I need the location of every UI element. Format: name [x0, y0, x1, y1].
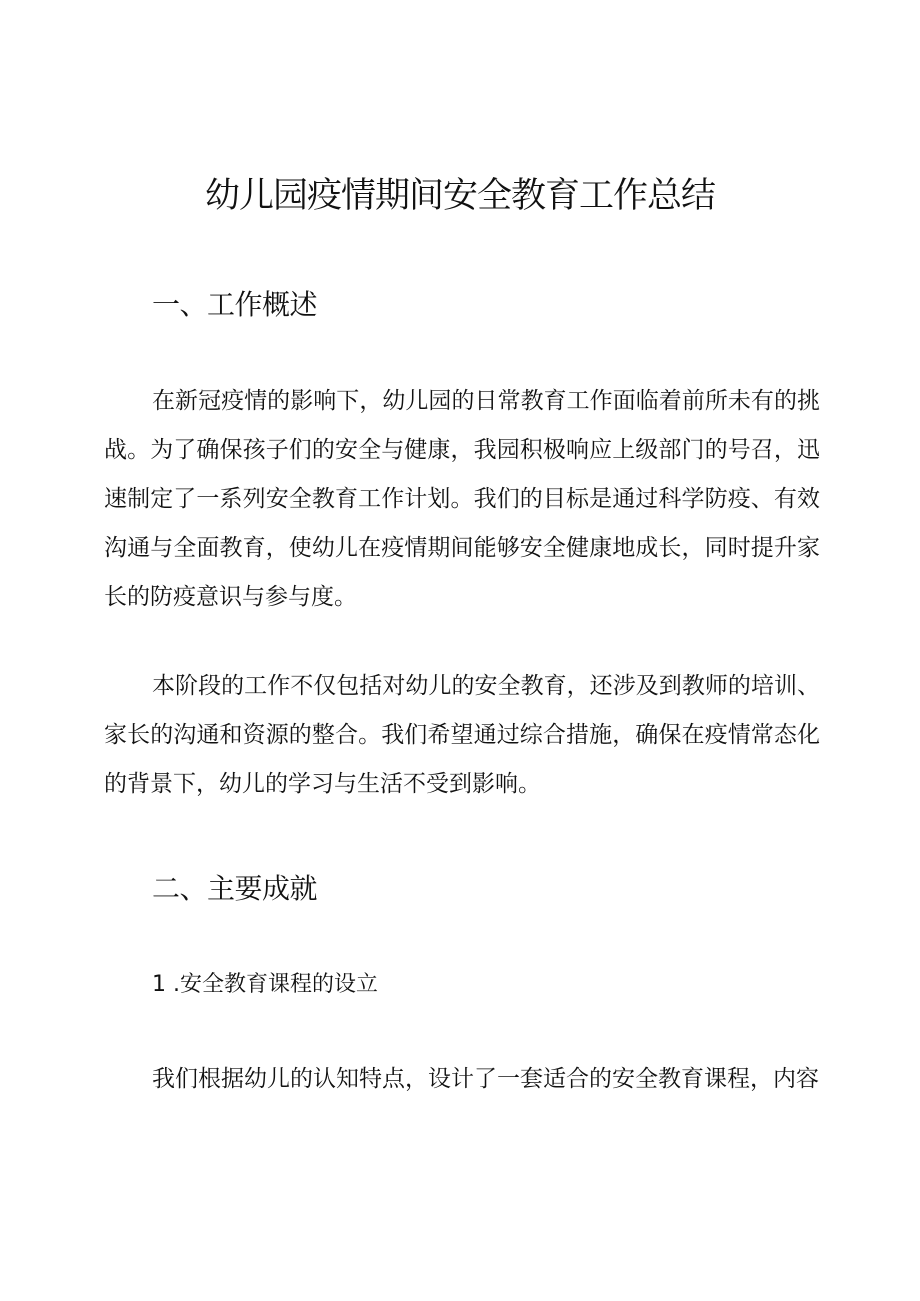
paragraph-safety-curriculum-1: 我们根据幼儿的认知特点，设计了一套适合的安全教育课程，内容: [152, 1066, 819, 1092]
paragraph-overview-1: 在新冠疫情的影响下，幼儿园的日常教育工作面临着前所未有的挑战。为了确保孩子们的安全与健康，我园积极响应上级部门的号召，迅速制定了一系列安全教育工作计划。我们的目标是通过科学防疫、有效沟通与全面教育，使幼儿在疫情期间能够安全健康地成长，同时提升家长的防疫意识与参与度。: [104, 388, 820, 610]
paragraph-overview-2: 本阶段的工作不仅包括对幼儿的安全教育，还涉及到教师的培训、家长的沟通和资源的整合。我们希望通过综合措施，确保在疫情常态化的背景下，幼儿的学习与生活不受到影响。: [104, 673, 820, 797]
section-heading-achievements: 二、主要成就: [152, 872, 318, 905]
section-heading-overview: 一、工作概述: [152, 288, 318, 321]
document-title: 幼儿园疫情期间安全教育工作总结: [204, 176, 715, 216]
subsection-heading-safety-curriculum: 1 .安全教育课程的设立: [152, 972, 378, 997]
